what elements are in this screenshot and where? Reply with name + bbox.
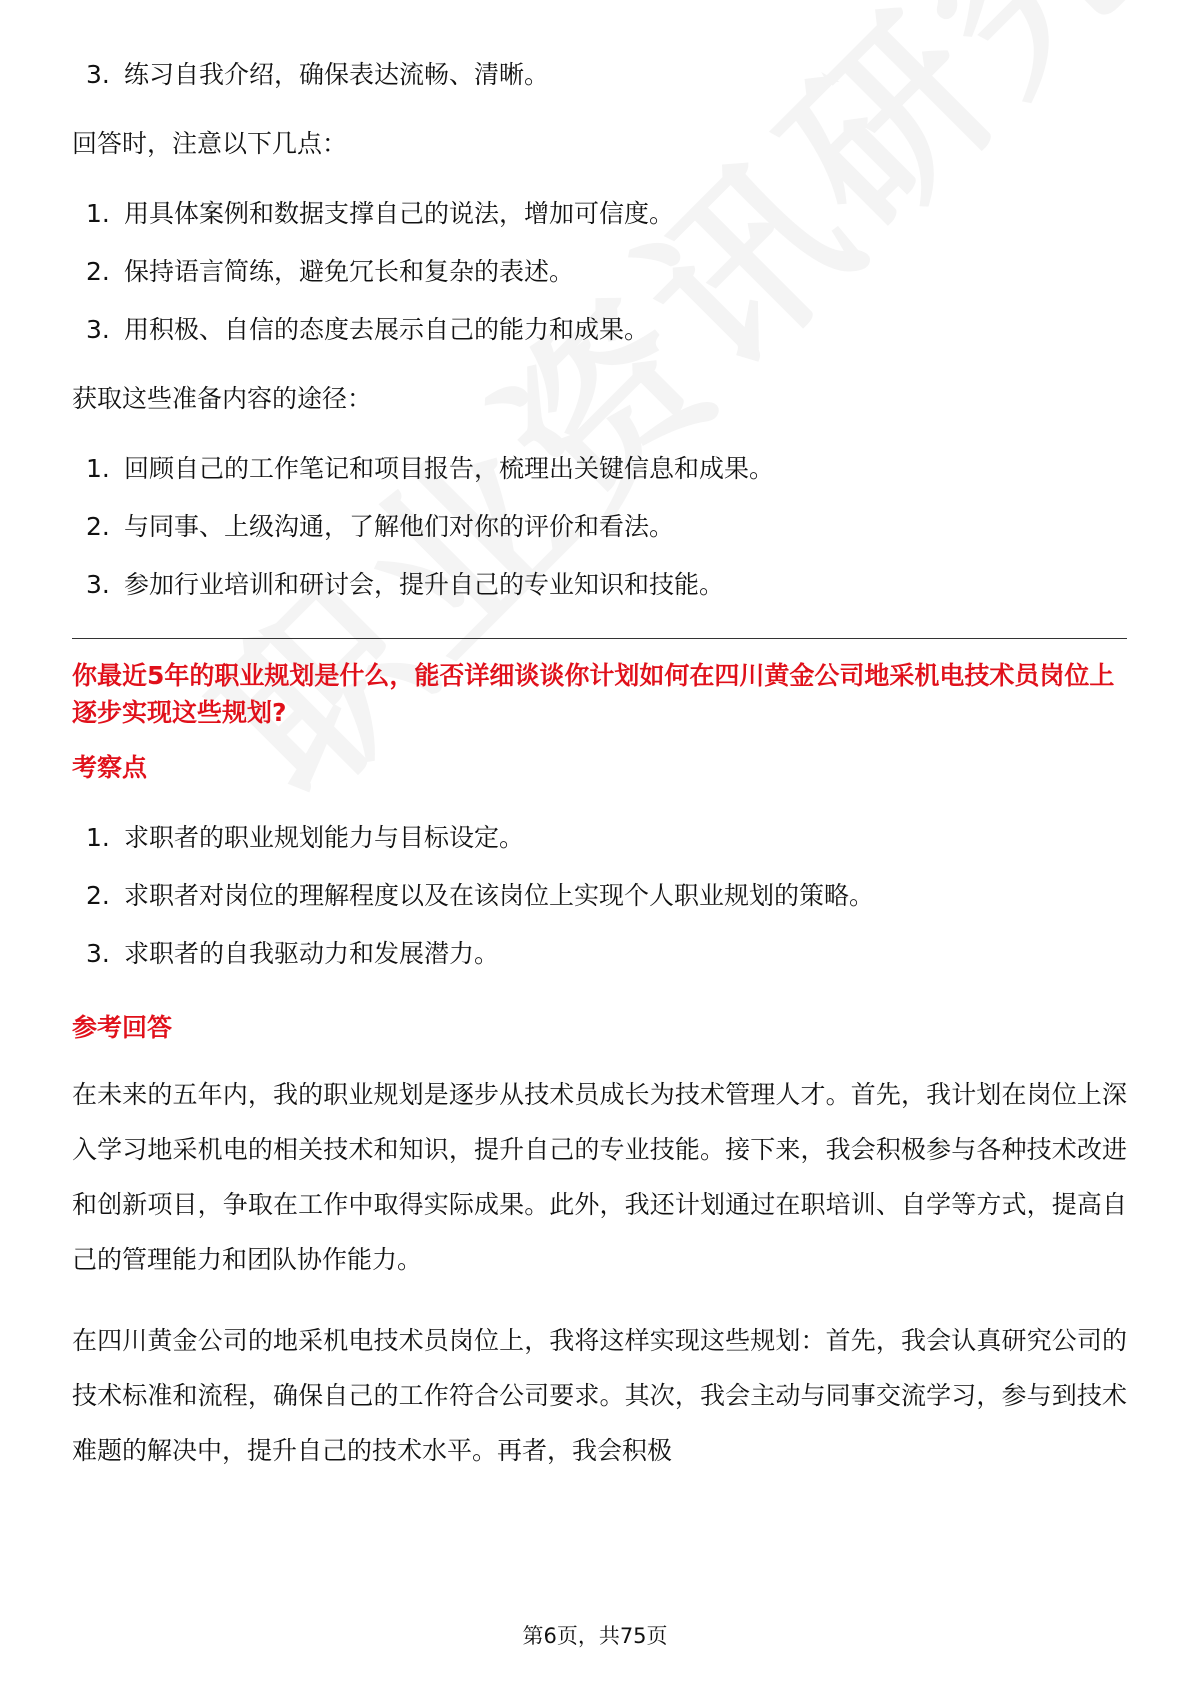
list-number: 2. — [86, 512, 110, 541]
list-number: 1. — [86, 199, 110, 228]
list-text: 与同事、上级沟通，了解他们对你的评价和看法。 — [124, 512, 675, 541]
list-item — [72, 570, 1127, 600]
page-footer: 第6页，共75页 — [522, 1624, 668, 1648]
answer-paragraph-2: 在四川黄金公司的地采机电技术员岗位上，我将这样实现这些规划：首先，我会认真研究公司的技术标准和流程，确保自己的工作符合公司要求。其次，我会主动与同事交流学习，参与到技术难题的解决中，提升自己的技术水平。再者，我会积极 — [72, 1326, 1127, 1465]
list-text: 参加行业培训和研讨会，提升自己的专业知识和技能。 — [124, 570, 725, 599]
answer-heading: 参考回答 — [72, 1013, 173, 1042]
list-item — [72, 823, 1127, 853]
list-text: 用具体案例和数据支撑自己的说法，增加可信度。 — [124, 199, 675, 228]
list-number: 2. — [86, 881, 110, 910]
list-item — [72, 315, 1127, 345]
list-item — [72, 199, 1127, 229]
list-number: 3. — [86, 570, 110, 599]
sources-heading: 获取这些准备内容的途径： — [72, 384, 373, 413]
list-item — [72, 454, 1127, 484]
answer-paragraph-1: 在未来的五年内，我的职业规划是逐步从技术员成长为技术管理人才。首先，我计划在岗位上深入学习地采机电的相关技术和知识，提升自己的专业技能。接下来，我会积极参与各种技术改进和创新项目，争取在工作中取得实际成果。此外，我还计划通过在职培训、自学等方式，提高自己的管理能力和团队协作能力。 — [72, 1080, 1127, 1274]
list-text: 求职者对岗位的理解程度以及在该岗位上实现个人职业规划的策略。 — [124, 881, 875, 910]
list-item — [72, 512, 1127, 542]
list-item — [72, 881, 1127, 911]
points-list — [72, 823, 1127, 969]
list-text: 求职者的职业规划能力与目标设定。 — [124, 823, 525, 852]
list-text: 练习自我介绍，确保表达流畅、清晰。 — [124, 60, 550, 89]
interview-question: 你最近5年的职业规划是什么，能否详细谈谈你计划如何在四川黄金公司地采机电技术员岗位上逐步实现这些规划? — [72, 661, 1115, 727]
tips-list — [72, 199, 1127, 345]
prep-list-tail — [72, 60, 1127, 90]
list-text: 用积极、自信的态度去展示自己的能力和成果。 — [124, 315, 650, 344]
list-number: 1. — [86, 454, 110, 483]
list-item — [72, 257, 1127, 287]
list-number: 3. — [86, 315, 110, 344]
tips-heading: 回答时，注意以下几点： — [72, 129, 348, 158]
list-number: 1. — [86, 823, 110, 852]
list-number: 2. — [86, 257, 110, 286]
points-heading: 考察点 — [72, 753, 148, 782]
document-content — [72, 60, 1127, 1478]
list-text: 求职者的自我驱动力和发展潜力。 — [124, 939, 500, 968]
list-number: 3. — [86, 939, 110, 968]
list-text: 回顾自己的工作笔记和项目报告，梳理出关键信息和成果。 — [124, 454, 775, 483]
list-number: 3. — [86, 60, 110, 89]
list-item — [72, 60, 1127, 90]
section-divider — [72, 638, 1127, 639]
list-item — [72, 939, 1127, 969]
sources-list — [72, 454, 1127, 600]
list-text: 保持语言简练，避免冗长和复杂的表述。 — [124, 257, 575, 286]
